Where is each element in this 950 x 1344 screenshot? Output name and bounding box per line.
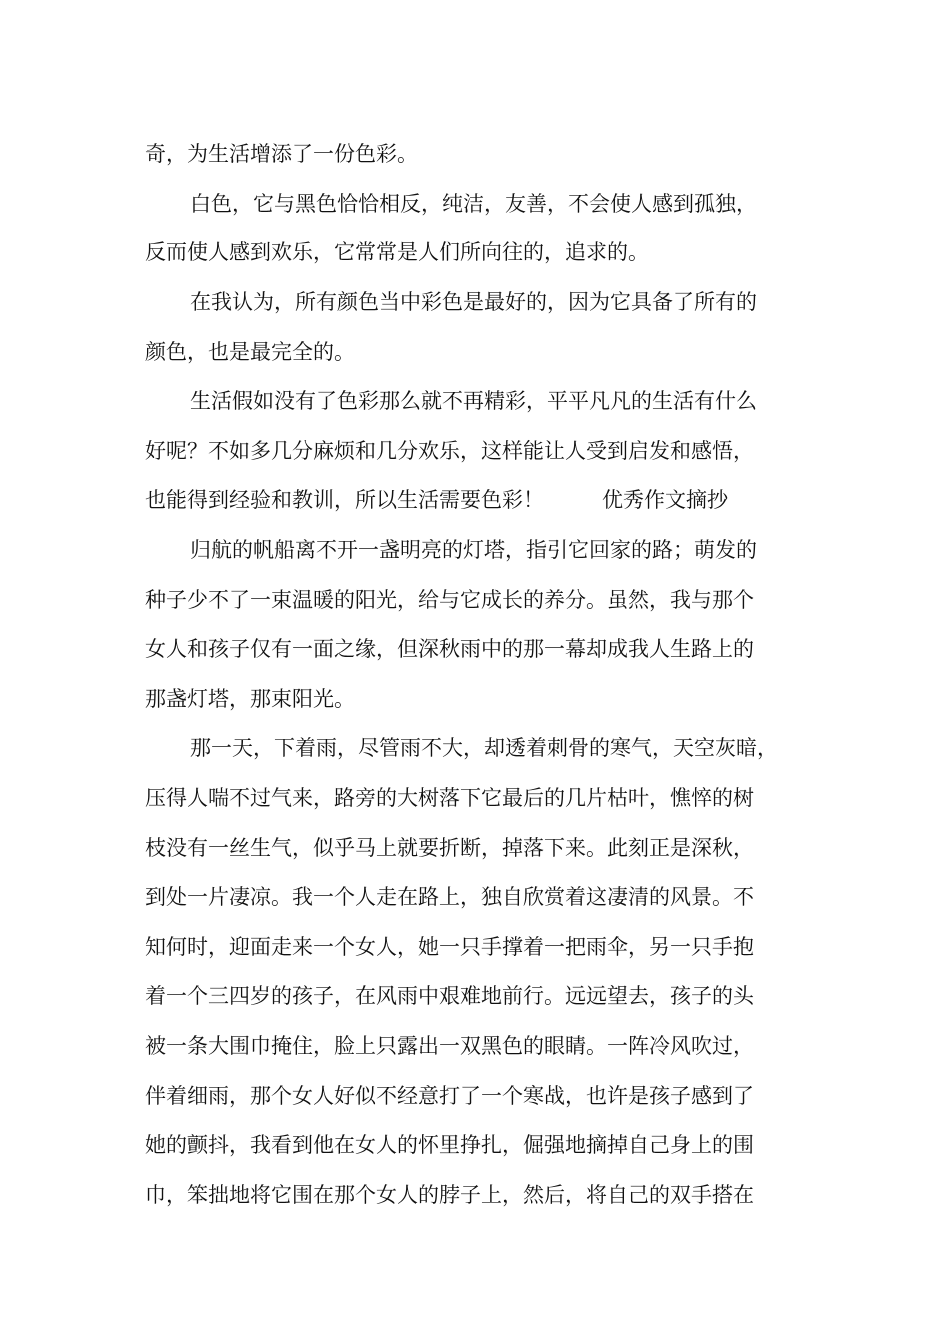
text-line: 归航的帆船离不开一盏明亮的灯塔，指引它回家的路；萌发的 — [190, 538, 757, 562]
text-line: 白色，它与黑色恰恰相反，纯洁，友善，不会使人感到孤独， — [190, 192, 757, 216]
text-line: 那一天，下着雨，尽管雨不大，却透着刺骨的寒气，天空灰暗， — [190, 736, 778, 760]
text-line: 好呢？不如多几分麻烦和几分欢乐，这样能让人受到启发和感悟， — [145, 439, 754, 463]
text-line: 到处一片凄凉。我一个人走在路上，独自欣赏着这凄清的风景。不 — [145, 885, 754, 909]
text-line — [145, 486, 825, 514]
text-segment: 也能得到经验和教训，所以生活需要色彩！ — [145, 488, 544, 512]
text-line: 反而使人感到欢乐，它常常是人们所向往的，追求的。 — [145, 240, 649, 264]
text-line: 压得人喘不过气来，路旁的大树落下它最后的几片枯叶，憔悴的树 — [145, 786, 754, 810]
text-line: 被一条大围巾掩住，脸上只露出一双黑色的眼睛。一阵冷风吹过， — [145, 1034, 754, 1058]
text-line: 在我认为，所有颜色当中彩色是最好的，因为它具备了所有的 — [190, 290, 757, 314]
text-line: 伴着细雨，那个女人好似不经意打了一个寒战，也许是孩子感到了 — [145, 1084, 754, 1108]
section-heading: 优秀作文摘抄 — [602, 488, 728, 512]
text-line: 枝没有一丝生气，似乎马上就要折断，掉落下来。此刻正是深秋， — [145, 836, 754, 860]
text-line: 生活假如没有了色彩那么就不再精彩，平平凡凡的生活有什么 — [190, 389, 757, 413]
text-line: 种子少不了一束温暖的阳光，给与它成长的养分。虽然，我与那个 — [145, 588, 754, 612]
text-line: 她的颤抖，我看到他在女人的怀里挣扎，倔强地摘掉自己身上的围 — [145, 1133, 754, 1157]
text-line: 知何时，迎面走来一个女人，她一只手撑着一把雨伞，另一只手抱 — [145, 935, 754, 959]
text-line: 女人和孩子仅有一面之缘，但深秋雨中的那一幕却成我人生路上的 — [145, 637, 754, 661]
text-line: 颜色，也是最完全的。 — [145, 340, 355, 364]
text-line: 那盏灯塔，那束阳光。 — [145, 687, 355, 711]
text-line: 奇，为生活增添了一份色彩。 — [145, 142, 418, 166]
text-line: 巾，笨拙地将它围在那个女人的脖子上，然后，将自己的双手搭在 — [145, 1183, 754, 1207]
text-line: 着一个三四岁的孩子，在风雨中艰难地前行。远远望去，孩子的头 — [145, 984, 754, 1008]
